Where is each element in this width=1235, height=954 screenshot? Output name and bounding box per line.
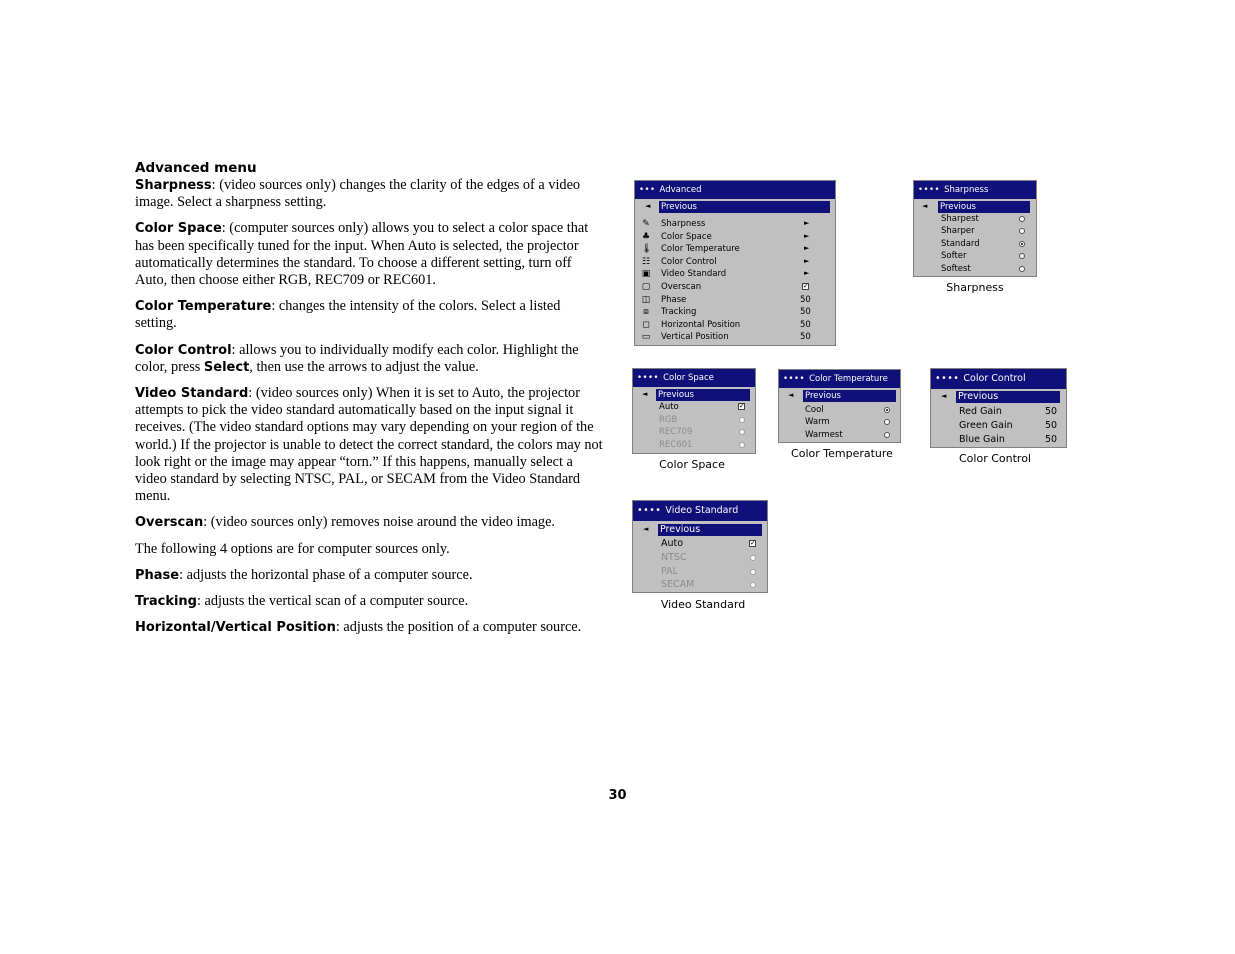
- previous-item[interactable]: Previous: [803, 390, 896, 402]
- para-computer-note: The following 4 options are for computer sources only.: [135, 540, 450, 557]
- video-standard-menu: [632, 500, 768, 593]
- radio-button: [750, 582, 756, 588]
- sharpness-icon: ✎: [642, 219, 650, 229]
- page-number: 30: [608, 788, 627, 803]
- back-arrow-icon[interactable]: ◄: [643, 525, 649, 533]
- sharpness-option[interactable]: Softest: [941, 263, 971, 274]
- menu-item-label[interactable]: Color Control: [661, 256, 717, 267]
- chevron-right-icon[interactable]: ►: [804, 231, 810, 240]
- color-control-value: 50: [1045, 434, 1058, 445]
- color-control-label[interactable]: Red Gain: [959, 406, 1002, 417]
- video-standard-option[interactable]: Auto: [661, 538, 684, 549]
- section-title: Advanced menu: [135, 160, 257, 176]
- para-color-temperature: Color Temperature: changes the intensity of the colors. Select a listed setting.: [135, 298, 561, 332]
- previous-item[interactable]: Previous: [659, 201, 830, 213]
- radio-button: [739, 442, 745, 448]
- color-control-value: 50: [1045, 420, 1058, 431]
- radio-button[interactable]: [884, 432, 890, 438]
- menu-title-bar: •••• Color Space: [633, 369, 755, 387]
- para-tracking: Tracking: adjusts the vertical scan of a computer source.: [135, 593, 469, 610]
- menu-item-label[interactable]: Overscan: [661, 282, 702, 292]
- menu-item-value: 50: [800, 332, 811, 343]
- menu-item-label[interactable]: Phase: [661, 294, 687, 305]
- caption-color-space: Color Space: [659, 458, 725, 471]
- para-video-standard: Video Standard: (video sources only) When it is set to Auto, the projector attempts to pick the video standard automatically based on the input signal it receives. (The video standard options may vary depending on your region of the world.) If the projector is unable to detect the correct standard, the colors may not look right or the image may appear “torn.” If this happens, manually select a video standard by selecting NTSC, PAL, or SECAM from the Video Standard menu.: [135, 385, 603, 505]
- color-temperature-option[interactable]: Cool: [805, 405, 824, 415]
- tracking-icon: ⧈: [643, 307, 649, 318]
- color-space-option: RGB: [659, 414, 678, 425]
- caption-color-temperature: Color Temperature: [791, 447, 893, 460]
- radio-button[interactable]: [1019, 253, 1025, 259]
- radio-button: [750, 555, 756, 561]
- menu-item-label[interactable]: Tracking: [661, 307, 697, 318]
- video-standard-option: SECAM: [661, 579, 695, 591]
- back-arrow-icon[interactable]: ◄: [922, 202, 928, 210]
- caption-video-standard: Video Standard: [660, 598, 746, 611]
- overscan-icon: ▢: [641, 282, 651, 292]
- radio-button[interactable]: [884, 419, 890, 425]
- radio-button[interactable]: [1019, 266, 1025, 272]
- previous-item[interactable]: Previous: [656, 389, 750, 401]
- thermometer-icon: 🌡: [641, 244, 653, 255]
- sharpness-option[interactable]: Sharper: [941, 226, 975, 237]
- previous-item[interactable]: Previous: [938, 201, 1030, 213]
- color-control-label[interactable]: Green Gain: [959, 420, 1013, 431]
- menu-title-bar: •••• Sharpness: [914, 181, 1036, 199]
- text-column: [135, 160, 605, 645]
- auto-checkbox[interactable]: ✓: [739, 402, 745, 410]
- sliders-icon: ☷: [641, 256, 651, 267]
- video-icon: ▣: [641, 269, 651, 280]
- vpos-icon: ▭: [641, 332, 651, 343]
- color-temperature-option[interactable]: Warmest: [805, 429, 843, 440]
- color-space-option: REC709: [659, 427, 693, 437]
- phase-icon: ◫: [641, 294, 651, 305]
- radio-button: [739, 417, 745, 423]
- color-space-option[interactable]: Auto: [659, 402, 679, 412]
- auto-checkbox[interactable]: ✓: [750, 539, 756, 547]
- radio-button[interactable]: [1019, 216, 1025, 222]
- color-control-value: 50: [1045, 406, 1058, 417]
- chevron-right-icon[interactable]: ►: [804, 269, 810, 278]
- menu-item-value: 50: [800, 307, 811, 318]
- menu-item-label[interactable]: Color Temperature: [661, 244, 740, 255]
- color-control-menu: [930, 368, 1067, 448]
- back-arrow-icon[interactable]: ◄: [941, 392, 947, 400]
- sharpness-option[interactable]: Softer: [941, 251, 967, 262]
- radio-button[interactable]: [884, 407, 890, 413]
- chevron-right-icon[interactable]: ►: [804, 244, 810, 253]
- para-sharpness: Sharpness: (video sources only) changes the clarity of the edges of a video image. Select a sharpness setting.: [135, 177, 581, 211]
- chevron-right-icon[interactable]: ►: [804, 219, 810, 227]
- menu-title-bar: •••• Video Standard: [633, 501, 767, 521]
- color-control-label[interactable]: Blue Gain: [959, 434, 1005, 445]
- hpos-icon: ◻: [642, 319, 650, 330]
- color-space-option: REC601: [659, 439, 693, 450]
- menu-item-label[interactable]: Sharpness: [661, 219, 706, 229]
- menu-item-label[interactable]: Video Standard: [661, 269, 727, 280]
- menu-title-bar: •••• Color Temperature: [779, 370, 900, 388]
- caption-color-control: Color Control: [959, 452, 1031, 465]
- menu-title-bar: •••• Color Control: [931, 369, 1066, 389]
- color-temperature-option[interactable]: Warm: [805, 417, 830, 428]
- para-overscan: Overscan: (video sources only) removes noise around the video image.: [135, 514, 556, 531]
- para-position: Horizontal/Vertical Position: adjusts the position of a computer source.: [135, 619, 582, 636]
- menu-item-label[interactable]: Horizontal Position: [661, 319, 741, 330]
- para-phase: Phase: adjusts the horizontal phase of a computer source.: [135, 566, 473, 583]
- previous-item[interactable]: Previous: [956, 391, 1060, 403]
- color-temperature-menu: [778, 369, 901, 443]
- radio-button[interactable]: [1019, 228, 1025, 234]
- sharpness-menu: [913, 180, 1037, 277]
- menu-item-value: 50: [800, 319, 811, 330]
- chevron-right-icon[interactable]: ►: [804, 256, 810, 265]
- back-arrow-icon[interactable]: ◄: [788, 391, 794, 399]
- video-standard-option: PAL: [661, 565, 678, 577]
- radio-button: [750, 569, 756, 575]
- sharpness-option[interactable]: Standard: [941, 238, 980, 249]
- menu-title-bar: ••• Advanced: [635, 181, 835, 199]
- overscan-checkbox[interactable]: ✓: [803, 282, 809, 290]
- menu-item-label[interactable]: Vertical Position: [661, 332, 729, 343]
- para-color-control: Color Control: allows you to individually modify each color. Highlight the color, press Select, then use the arrows to adjust the value.: [135, 341, 579, 375]
- radio-button[interactable]: [1019, 241, 1025, 247]
- radio-button: [739, 429, 745, 435]
- menu-item-label[interactable]: Color Space: [661, 231, 712, 242]
- advanced-menu: [634, 180, 836, 346]
- back-arrow-icon[interactable]: ◄: [642, 390, 648, 398]
- previous-item[interactable]: Previous: [658, 524, 762, 536]
- caption-sharpness: Sharpness: [946, 281, 1004, 294]
- color-space-icon: ♣: [641, 231, 651, 242]
- back-arrow-icon[interactable]: ◄: [645, 202, 651, 210]
- menu-item-value: 50: [800, 294, 811, 305]
- video-standard-option: NTSC: [661, 551, 687, 563]
- sharpness-option[interactable]: Sharpest: [941, 214, 979, 224]
- color-space-menu: [632, 368, 756, 454]
- para-color-space: Color Space: (computer sources only) allows you to select a color space that has been specifically tuned for the input. When Auto is selected, the projector automatically determines the standard. To choose a different setting, turn off Auto, then choose either RGB, REC709 or REC601.: [135, 220, 589, 289]
